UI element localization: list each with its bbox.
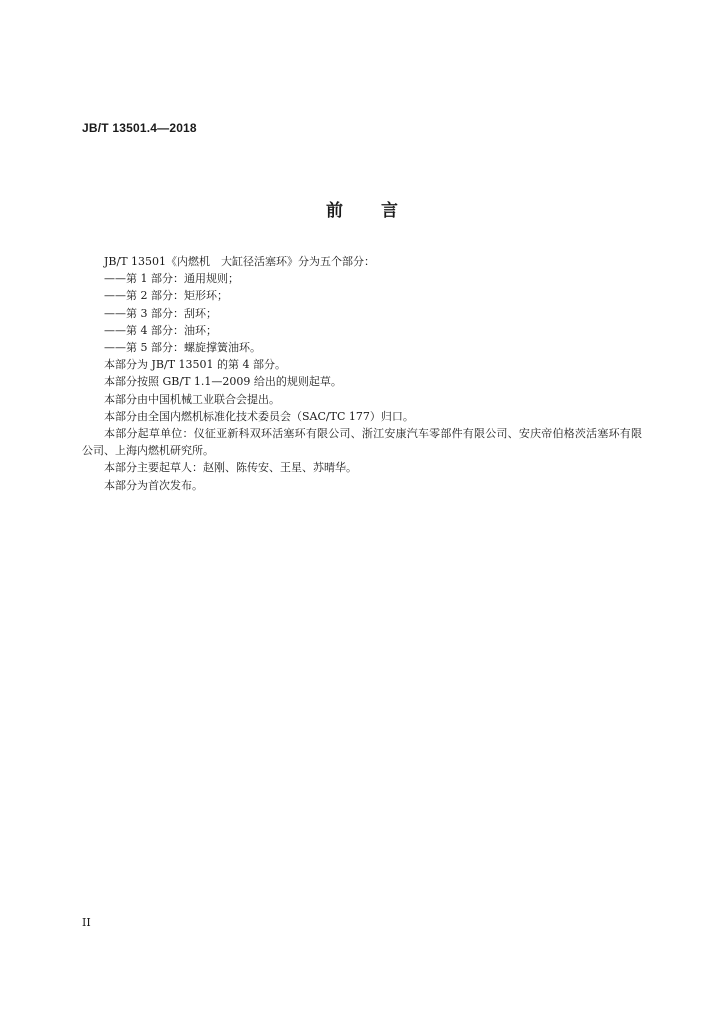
- paragraph-drafters: 本部分主要起草人：赵刚、陈传安、王星、苏晴华。: [104, 461, 357, 475]
- paragraph-first-release: 本部分为首次发布。: [104, 478, 203, 492]
- page-number: II: [82, 916, 91, 929]
- paragraph-drafting-rules: 本部分按照 GB/T 1.1—2009 给出的规则起草。: [104, 375, 342, 389]
- list-item-part-4: ——第 4 部分：油环；: [104, 323, 217, 337]
- foreword-body: [82, 253, 642, 494]
- list-item-part-5: ——第 5 部分：螺旋撑簧油环。: [104, 341, 261, 355]
- paragraph-parts-intro: JB/T 13501《内燃机 大缸径活塞环》分为五个部分：: [104, 255, 376, 268]
- section-title: 前言: [326, 201, 436, 221]
- list-item-part-2: ——第 2 部分：矩形环；: [104, 289, 228, 303]
- paragraph-managed-by: 本部分由全国内燃机标准化技术委员会（SAC/TC 177）归口。: [104, 409, 414, 423]
- list-item-part-3: ——第 3 部分：刮环；: [104, 306, 217, 320]
- paragraph-proposed-by: 本部分由中国机械工业联合会提出。: [104, 392, 280, 406]
- list-item-part-1: ——第 1 部分：通用规则；: [104, 272, 239, 286]
- standard-code: JB/T 13501.4—2018: [82, 121, 197, 135]
- paragraph-drafting-units: 本部分起草单位：仪征亚新科双环活塞环有限公司、浙江安康汽车零部件有限公司、安庆帝伯格茨活塞环有限公司、上海内燃机研究所。: [82, 427, 642, 458]
- paragraph-part-number: 本部分为 JB/T 13501 的第 4 部分。: [104, 358, 287, 372]
